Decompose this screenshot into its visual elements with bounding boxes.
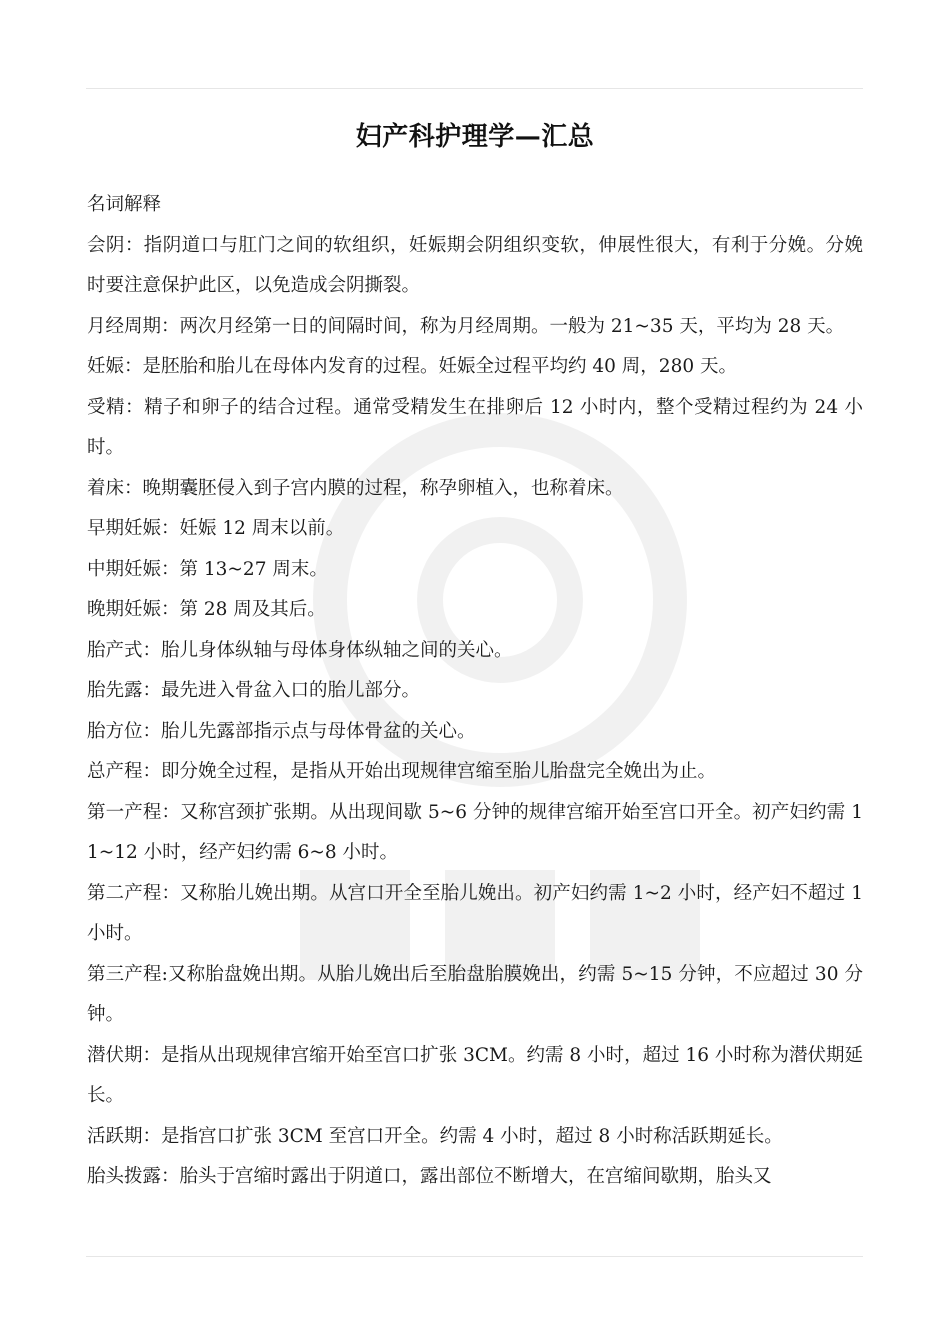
definition-entry: 潜伏期：是指从出现规律宫缩开始至宫口扩张 3CM。约需 8 小时，超过 16 小时称为潜伏期延长。 [87,1044,863,1106]
footer-rule [86,1256,863,1257]
definition-entry: 总产程：即分娩全过程，是指从开始出现规律宫缩至胎儿胎盘完全娩出为止。 [87,761,717,782]
definition-entry: 胎头拨露：胎头于宫缩时露出于阴道口，露出部位不断增大，在宫缩间歇期，胎头又 [87,1166,772,1187]
definition-entry: 着床：晚期囊胚侵入到子宫内膜的过程，称孕卵植入，也称着床。 [87,477,624,499]
document-body [87,185,863,1198]
definition-entry: 第一产程：又称宫颈扩张期。从出现间歇 5~6 分钟的规律宫缩开始至宫口开全。初产妇约需 11~12 小时，经产妇约需 6~8 小时。 [87,801,863,863]
page-title: 妇产科护理学—汇总 [355,122,595,152]
definition-entry: 胎产式：胎儿身体纵轴与母体身体纵轴之间的关心。 [87,639,513,661]
definition-entry: 月经周期：两次月经第一日的间隔时间，称为月经周期。一般为 21~35 天，平均为 28 天。 [87,315,845,337]
definition-entry: 胎方位：胎儿先露部指示点与母体骨盆的关心。 [87,720,476,742]
definition-entry: 早期妊娠：妊娠 12 周末以前。 [87,518,345,539]
definition-entry: 活跃期：是指宫口扩张 3CM 至宫口开全。约需 4 小时，超过 8 小时称活跃期延长。 [87,1125,783,1147]
definition-entry: 中期妊娠：第 13~27 周末。 [87,558,328,580]
definition-entry: 受精：精子和卵子的结合过程。通常受精发生在排卵后 12 小时内，整个受精过程约为 24 小时。 [87,396,863,458]
header-rule [86,88,863,89]
definition-entry: 胎先露：最先进入骨盆入口的胎儿部分。 [87,680,421,701]
definition-entry: 第三产程:又称胎盘娩出期。从胎儿娩出后至胎盘胎膜娩出，约需 5~15 分钟，不应超过 30 分钟。 [87,963,863,1025]
definition-entry: 晚期妊娠：第 28 周及其后。 [87,599,326,620]
definition-entry: 妊娠：是胚胎和胎儿在母体内发育的过程。妊娠全过程平均约 40 周，280 天。 [87,356,737,377]
definition-entry: 会阴：指阴道口与肛门之间的软组织，妊娠期会阴组织变软，伸展性很大，有利于分娩。分娩时要注意保护此区，以免造成会阴撕裂。 [87,234,863,296]
section-heading: 名词解释 [87,194,162,215]
definition-entry: 第二产程：又称胎儿娩出期。从宫口开全至胎儿娩出。初产妇约需 1~2 小时，经产妇不超过 1 小时。 [87,882,863,944]
